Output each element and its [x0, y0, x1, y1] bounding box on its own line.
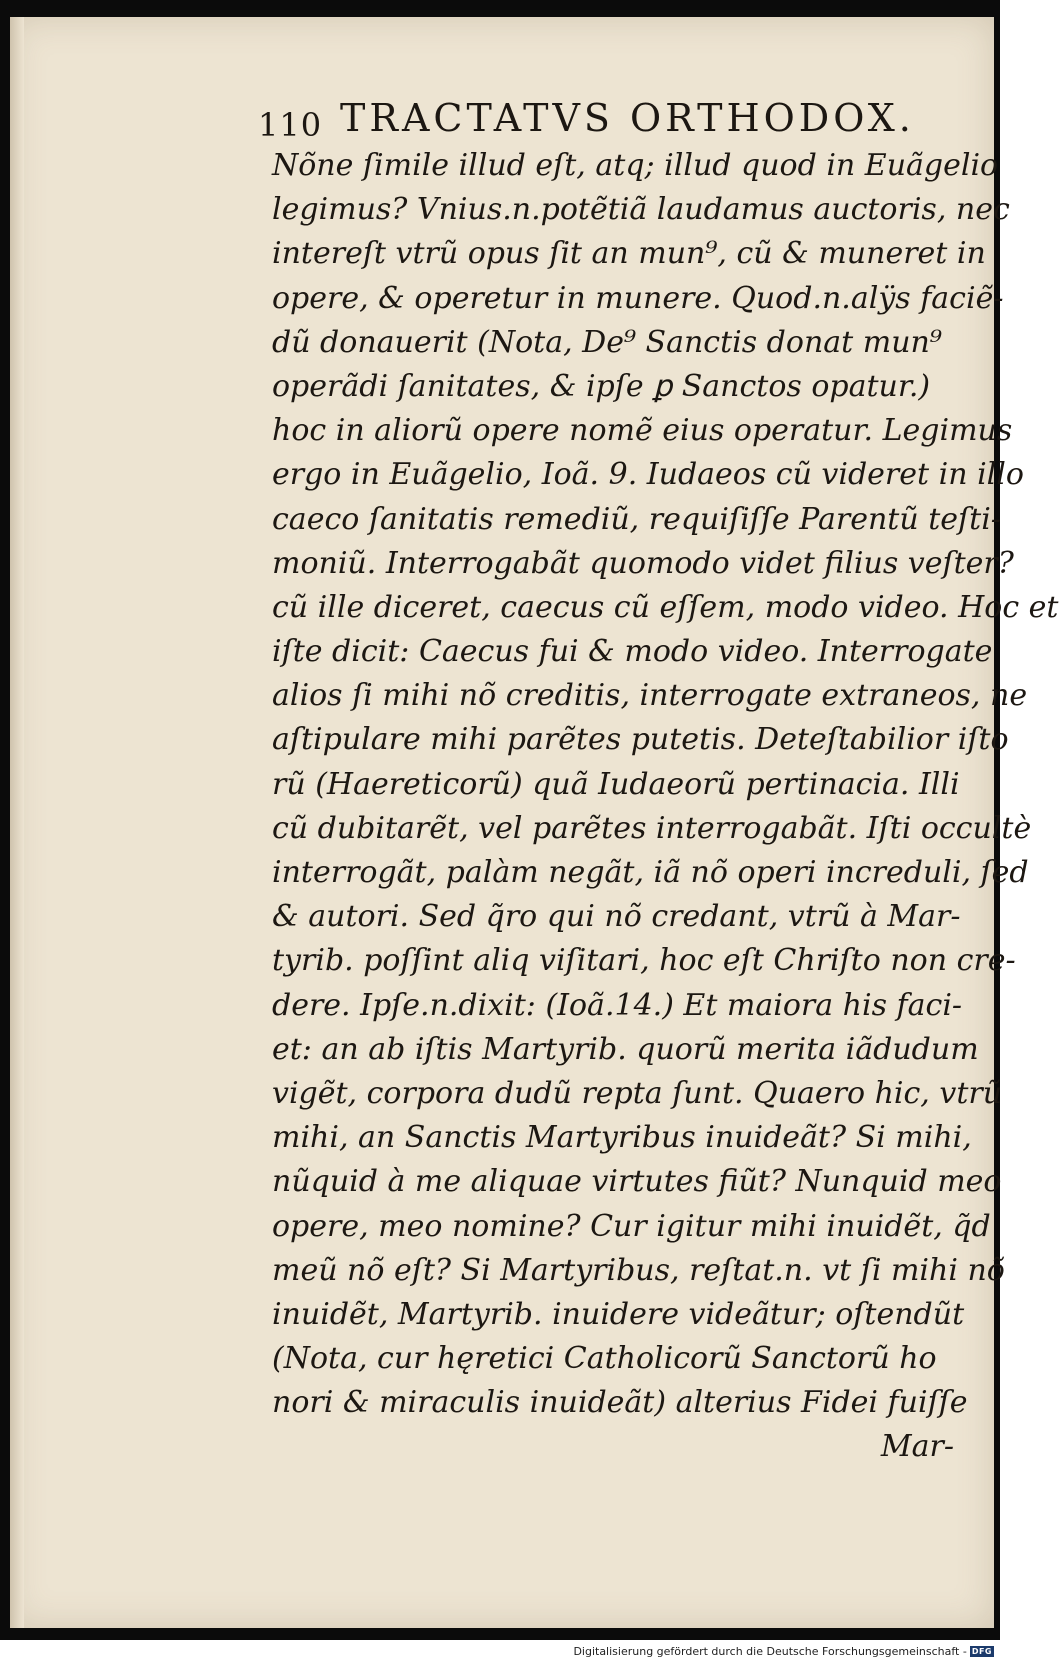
dfg-logo: DFG [971, 1647, 992, 1656]
page-number: 110 [258, 106, 323, 144]
text-line: iſte dicit: Caecus fui & modo video. Interrogate [272, 634, 993, 670]
text-line: Nõne ſimile illud eſt, atq; illud quod in Euãgelio [272, 148, 999, 183]
text-line: aſtipulare mihi parẽtes putetis. Deteſtabilior iſto [272, 722, 1009, 758]
text-line: vigẽt, corpora dudũ repta ſunt. Quaero hic, vtrũ [272, 1075, 1003, 1111]
text-line: opere, & operetur in munere. Quod.n.alÿs faciẽ- [272, 280, 1004, 316]
text-line: dũ donauerit (Nota, De⁹ Sanctis donat mun⁹ [272, 324, 942, 360]
text-line: dere. Ipſe.n.dixit: (Ioã.14.) Et maiora his faci- [272, 987, 963, 1023]
page-header [258, 88, 918, 144]
text-line: rũ (Haereticorũ) quã Iudaeorũ pertinacia. Illi [272, 766, 960, 802]
text-line: opere, meo nomine? Cur igitur mihi inuidẽt, q̃d [272, 1208, 991, 1244]
text-line: Mar- [880, 1429, 954, 1465]
text-line: caeco ſanitatis remediũ, requiſiſſe Parentũ teſti- [272, 501, 1001, 537]
text-line: hoc in aliorũ opere nomẽ eius operatur. Legimus [272, 413, 1013, 449]
text-line: tyrib. poſſint aliq viſitari, hoc eſt Chriſto non cre- [272, 943, 1016, 979]
text-line: legimus? Vnius.n.potẽtiã laudamus auctoris, nec [272, 192, 1010, 228]
text-line: & autori. Sed q̃ro qui nõ credant, vtrũ à Mar- [272, 899, 961, 935]
text-line: ergo in Euãgelio, Ioã. 9. Iudaeos cũ videret in illo [272, 457, 1024, 493]
text-line: et: an ab iſtis Martyrib. quorũ merita iãdudum [272, 1031, 979, 1067]
text-line: inuidẽt, Martyrib. inuidere videãtur; oſtendũt [272, 1296, 965, 1332]
body-text [272, 144, 1059, 1470]
text-line: cũ dubitarẽt, vel parẽtes interrogabãt. Iſti occultè [272, 810, 1032, 846]
text-line: mihi, an Sanctis Martyribus inuideãt? Si mihi, [272, 1120, 972, 1156]
credit-text: Digitalisierung gefördert durch die Deutsche Forschungsgemeinschaft - [573, 1645, 967, 1658]
text-line: moniũ. Interrogabãt quomodo videt filius veſter? [272, 545, 1014, 581]
text-line: intereſt vtrũ opus ſit an mun⁹, cũ & muneret in [272, 236, 986, 272]
text-line: alios ſi mihi nõ creditis, interrogate extraneos, ne [272, 678, 1028, 714]
text-line: cũ ille diceret, caecus cũ eſſem, modo video. Hoc et [272, 589, 1059, 625]
text-line: nũquid à me aliquae virtutes fiũt? Nunquid meo [272, 1164, 1002, 1200]
text-line: (Nota, cur hęretici Catholicorũ Sanctorũ ho [272, 1341, 937, 1377]
running-title: TRACTATVS ORTHODOX. [340, 96, 915, 140]
text-line: nori & miraculis inuideãt) alterius Fidei fuiſſe [272, 1385, 968, 1421]
text-line: interrogãt, palàm negãt, iã nõ operi increduli, ſed [272, 855, 1029, 890]
text-line: meũ nõ eſt? Si Martyribus, reſtat.n. vt ſi mihi nõ [272, 1252, 1005, 1288]
text-line: operãdi ſanitates, & ipſe ꝑ Sanctos opatur.) [272, 368, 931, 404]
digitization-credit [573, 1645, 994, 1658]
page-gutter [10, 17, 24, 1628]
